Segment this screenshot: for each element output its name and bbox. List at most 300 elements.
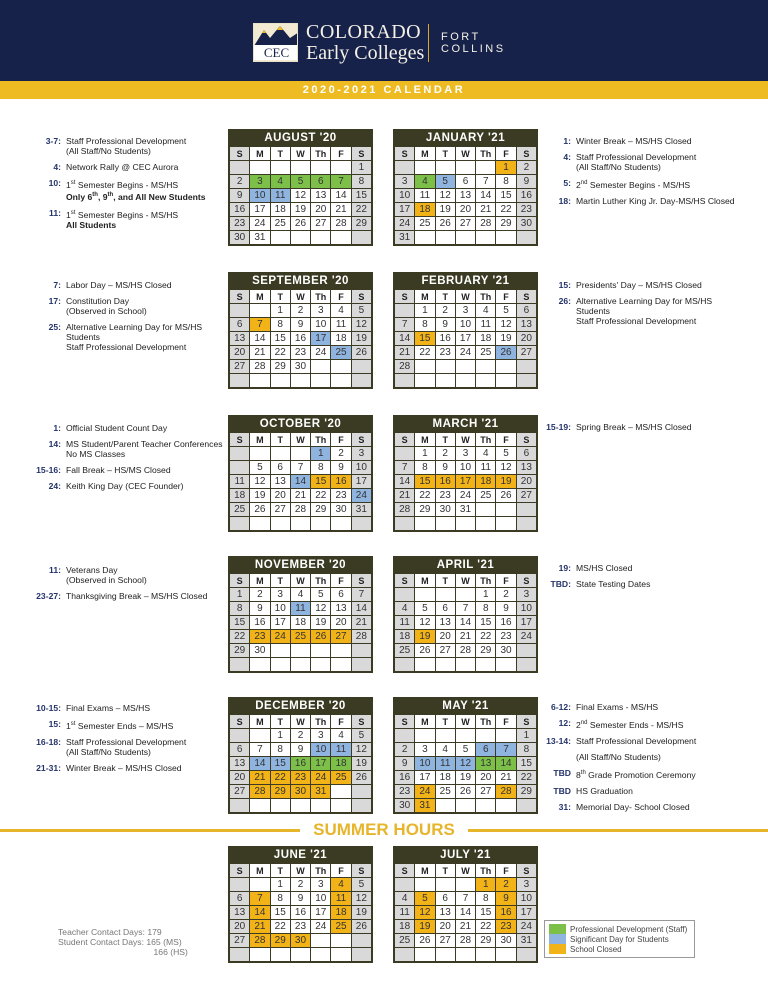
- day-cell: 24: [395, 217, 415, 231]
- day-cell: 13: [230, 906, 250, 920]
- empty-cell: [270, 231, 290, 245]
- day-cell: 30: [290, 934, 310, 948]
- day-cell: 16: [250, 616, 270, 630]
- day-cell: 27: [435, 644, 455, 658]
- note-date: 11:: [49, 207, 61, 218]
- weekday-header: T: [270, 864, 290, 878]
- day-cell: 18: [395, 630, 415, 644]
- day-cell: 9: [290, 318, 310, 332]
- day-cell: 2: [496, 588, 516, 602]
- empty-cell: [516, 948, 536, 962]
- empty-cell: [435, 374, 455, 388]
- teacher-contact-days: Teacher Contact Days: 179: [58, 927, 162, 937]
- weekday-header: S: [230, 864, 250, 878]
- day-cell: 15: [311, 475, 331, 489]
- day-cell: 30: [290, 785, 310, 799]
- weekday-header: F: [496, 864, 516, 878]
- summer-hours-divider: [0, 820, 768, 840]
- note-text: State Testing Dates: [576, 579, 651, 589]
- weekday-header: S: [230, 715, 250, 729]
- calendar-dec: [228, 697, 373, 814]
- weekday-header: F: [331, 147, 351, 161]
- weekday-header: W: [455, 147, 475, 161]
- day-cell: 8: [270, 892, 290, 906]
- weekday-header: S: [395, 433, 415, 447]
- empty-cell: [290, 799, 310, 813]
- day-cell: 14: [331, 189, 351, 203]
- day-cell: 18: [331, 906, 351, 920]
- mountain-icon: [254, 24, 298, 46]
- empty-cell: [311, 948, 331, 962]
- day-cell: 6: [516, 304, 536, 318]
- empty-cell: [395, 374, 415, 388]
- note-text: HS Graduation: [576, 785, 633, 796]
- empty-cell: [415, 374, 435, 388]
- weekday-header: S: [351, 715, 371, 729]
- weekday-header: T: [435, 147, 455, 161]
- day-cell: 27: [331, 630, 351, 644]
- weekday-header: T: [435, 433, 455, 447]
- day-cell: 26: [351, 346, 371, 360]
- day-cell: 23: [290, 346, 310, 360]
- day-cell: 16: [496, 616, 516, 630]
- day-cell: 23: [435, 489, 455, 503]
- day-cell: 20: [230, 771, 250, 785]
- note-item: [540, 152, 765, 172]
- empty-cell: [435, 878, 455, 892]
- empty-cell: [331, 644, 351, 658]
- day-cell: 31: [395, 231, 415, 245]
- day-cell: 24: [311, 920, 331, 934]
- weekday-header: Th: [476, 715, 496, 729]
- empty-cell: [331, 517, 351, 531]
- weekday-header: Th: [311, 574, 331, 588]
- note-date: 15-16:: [36, 465, 61, 475]
- weekday-header: M: [250, 715, 270, 729]
- note-date: TBD:: [550, 579, 571, 589]
- empty-cell: [415, 658, 435, 672]
- notes-oct: [18, 423, 223, 497]
- day-cell: 24: [516, 920, 536, 934]
- calendar-mar: [393, 415, 538, 532]
- day-cell: 15: [516, 757, 536, 771]
- day-cell: 25: [331, 346, 351, 360]
- day-cell: 1: [415, 304, 435, 318]
- day-cell: 25: [435, 785, 455, 799]
- day-cell: 24: [351, 489, 371, 503]
- day-cell: 31: [351, 503, 371, 517]
- day-cell: 14: [455, 616, 475, 630]
- weekday-header: T: [270, 433, 290, 447]
- empty-cell: [290, 231, 310, 245]
- day-cell: 18: [230, 489, 250, 503]
- empty-cell: [351, 658, 371, 672]
- note-text: Staff Professional Development (All Staff/No Students): [576, 152, 697, 172]
- note-date: TBD: [553, 785, 571, 796]
- day-cell: 7: [395, 461, 415, 475]
- day-cell: 31: [516, 934, 536, 948]
- note-text: 8th Grade Promotion Ceremony: [576, 769, 696, 780]
- day-cell: 19: [351, 906, 371, 920]
- day-cell: 14: [395, 475, 415, 489]
- notes-feb: [540, 280, 765, 332]
- day-cell: 2: [435, 304, 455, 318]
- empty-cell: [311, 658, 331, 672]
- empty-cell: [476, 503, 496, 517]
- day-cell: 20: [331, 616, 351, 630]
- empty-cell: [331, 934, 351, 948]
- brand-name: COLORADO Early Colleges: [306, 21, 425, 64]
- empty-cell: [351, 517, 371, 531]
- weekday-header: Th: [476, 433, 496, 447]
- empty-cell: [351, 644, 371, 658]
- day-cell: 28: [395, 360, 415, 374]
- day-cell: 27: [270, 503, 290, 517]
- day-cell: 9: [516, 175, 536, 189]
- weekday-header: Th: [476, 290, 496, 304]
- notes-nov: [18, 565, 223, 607]
- day-cell: 1: [270, 878, 290, 892]
- weekday-header: T: [435, 574, 455, 588]
- day-cell: 4: [476, 304, 496, 318]
- day-cell: 16: [435, 332, 455, 346]
- note-date: 14:: [48, 439, 61, 449]
- note-item: [18, 322, 223, 352]
- day-cell: 26: [250, 503, 270, 517]
- day-cell: 1: [476, 588, 496, 602]
- month-title: APRIL '21: [394, 557, 537, 573]
- empty-cell: [230, 304, 250, 318]
- day-cell: 30: [496, 934, 516, 948]
- day-cell: 5: [455, 743, 475, 757]
- notes-dec: [18, 703, 223, 779]
- note-text: 2nd Semester Begins - MS/HS: [576, 179, 691, 190]
- note-date: 21-31:: [36, 762, 61, 773]
- day-cell: 26: [455, 785, 475, 799]
- weekday-header: W: [290, 290, 310, 304]
- empty-cell: [516, 231, 536, 245]
- day-cell: 22: [476, 920, 496, 934]
- empty-cell: [311, 374, 331, 388]
- empty-cell: [351, 934, 371, 948]
- day-cell: 24: [311, 771, 331, 785]
- day-cell: 5: [415, 602, 435, 616]
- day-cell: 15: [476, 616, 496, 630]
- day-cell: 27: [230, 360, 250, 374]
- empty-cell: [476, 658, 496, 672]
- day-cell: 9: [496, 892, 516, 906]
- day-cell: 20: [311, 203, 331, 217]
- weekday-header: W: [290, 715, 310, 729]
- empty-cell: [250, 948, 270, 962]
- day-cell: 11: [415, 189, 435, 203]
- notes-jan: [540, 136, 765, 212]
- calendar-feb: [393, 272, 538, 389]
- calendar-aug: [228, 129, 373, 246]
- empty-cell: [415, 231, 435, 245]
- day-cell: 9: [290, 743, 310, 757]
- note-item: [18, 565, 223, 585]
- day-cell: 24: [455, 489, 475, 503]
- empty-cell: [476, 729, 496, 743]
- empty-cell: [435, 588, 455, 602]
- empty-cell: [290, 658, 310, 672]
- day-cell: 4: [290, 588, 310, 602]
- day-cell: 10: [270, 602, 290, 616]
- day-cell: 23: [331, 489, 351, 503]
- brand-divider: [428, 24, 429, 62]
- day-cell: 26: [496, 346, 516, 360]
- day-cell: 17: [395, 203, 415, 217]
- day-cell: 8: [270, 318, 290, 332]
- month-title: JANUARY '21: [394, 130, 537, 146]
- empty-cell: [455, 878, 475, 892]
- note-item: [540, 579, 765, 589]
- empty-cell: [435, 161, 455, 175]
- day-cell: 8: [476, 602, 496, 616]
- day-cell: 27: [230, 934, 250, 948]
- empty-cell: [476, 799, 496, 813]
- day-cell: 8: [230, 602, 250, 616]
- day-cell: 22: [496, 203, 516, 217]
- day-cell: 9: [331, 461, 351, 475]
- note-date: 18:: [558, 195, 571, 206]
- day-cell: 22: [270, 920, 290, 934]
- month-title: OCTOBER '20: [229, 416, 372, 432]
- note-date: 15:: [48, 719, 61, 729]
- weekday-header: F: [496, 290, 516, 304]
- day-cell: 3: [250, 175, 270, 189]
- day-cell: 2: [290, 304, 310, 318]
- empty-cell: [496, 360, 516, 374]
- day-cell: 1: [516, 729, 536, 743]
- empty-cell: [455, 948, 475, 962]
- empty-cell: [415, 729, 435, 743]
- note-date: 12:: [558, 718, 571, 728]
- empty-cell: [230, 374, 250, 388]
- weekday-header: Th: [311, 147, 331, 161]
- note-item: [540, 752, 765, 762]
- day-cell: 24: [415, 785, 435, 799]
- day-cell: 23: [395, 785, 415, 799]
- empty-cell: [435, 360, 455, 374]
- empty-cell: [415, 878, 435, 892]
- day-cell: 13: [455, 189, 475, 203]
- day-cell: 22: [270, 771, 290, 785]
- note-item: [18, 208, 223, 230]
- day-cell: 14: [250, 757, 270, 771]
- empty-cell: [516, 374, 536, 388]
- note-text: Alternative Learning Day for MS/HS Students Staff Professional Development: [576, 296, 713, 326]
- day-cell: 25: [415, 217, 435, 231]
- day-cell: 23: [496, 920, 516, 934]
- day-cell: 7: [250, 318, 270, 332]
- empty-cell: [351, 374, 371, 388]
- day-cell: 15: [270, 332, 290, 346]
- calendar-sep: [228, 272, 373, 389]
- empty-cell: [230, 161, 250, 175]
- note-date: 10-15:: [36, 703, 61, 713]
- day-cell: 6: [476, 743, 496, 757]
- weekday-header: W: [290, 433, 310, 447]
- empty-cell: [270, 658, 290, 672]
- day-cell: 23: [496, 630, 516, 644]
- note-date: 15-19:: [546, 422, 571, 432]
- day-cell: 9: [290, 892, 310, 906]
- day-cell: 5: [290, 175, 310, 189]
- day-cell: 5: [351, 878, 371, 892]
- day-cell: 6: [230, 892, 250, 906]
- note-date: [540, 752, 576, 762]
- day-cell: 7: [250, 743, 270, 757]
- note-text: Martin Luther King Jr. Day-MS/HS Closed: [576, 195, 735, 206]
- note-item: [18, 719, 223, 731]
- day-cell: 10: [415, 757, 435, 771]
- calendar-jun: [228, 846, 373, 963]
- day-cell: 10: [516, 892, 536, 906]
- day-cell: 26: [311, 630, 331, 644]
- weekday-header: S: [230, 147, 250, 161]
- empty-cell: [395, 878, 415, 892]
- empty-cell: [455, 517, 475, 531]
- day-cell: 20: [435, 920, 455, 934]
- empty-cell: [395, 729, 415, 743]
- day-cell: 21: [250, 346, 270, 360]
- day-cell: 16: [290, 757, 310, 771]
- empty-cell: [270, 799, 290, 813]
- notes-mar: [540, 422, 765, 438]
- day-cell: 4: [331, 304, 351, 318]
- day-cell: 2: [290, 729, 310, 743]
- empty-cell: [415, 588, 435, 602]
- day-cell: 29: [476, 934, 496, 948]
- day-cell: 22: [516, 771, 536, 785]
- note-item: [18, 423, 223, 433]
- calendar-nov: [228, 556, 373, 673]
- day-cell: 22: [351, 203, 371, 217]
- day-cell: 25: [331, 771, 351, 785]
- day-cell: 6: [435, 602, 455, 616]
- day-cell: 27: [311, 217, 331, 231]
- day-cell: 28: [455, 934, 475, 948]
- day-cell: 2: [435, 447, 455, 461]
- day-cell: 11: [476, 461, 496, 475]
- day-cell: 1: [270, 304, 290, 318]
- empty-cell: [290, 447, 310, 461]
- note-date: 23-27:: [36, 591, 61, 601]
- empty-cell: [516, 799, 536, 813]
- day-cell: 10: [311, 743, 331, 757]
- note-text: Winter Break – MS/HS Closed: [576, 136, 692, 146]
- day-cell: 6: [270, 461, 290, 475]
- day-cell: 30: [395, 799, 415, 813]
- student-contact-days-ms: Student Contact Days: 165 (MS): [58, 937, 182, 947]
- empty-cell: [496, 948, 516, 962]
- weekday-header: W: [455, 574, 475, 588]
- day-cell: 23: [250, 630, 270, 644]
- day-cell: 6: [311, 175, 331, 189]
- legend-item-pd: Professional Development (Staff): [549, 924, 690, 934]
- day-cell: 25: [230, 503, 250, 517]
- day-cell: 18: [331, 757, 351, 771]
- day-cell: 29: [496, 217, 516, 231]
- day-cell: 11: [395, 906, 415, 920]
- weekday-header: S: [395, 574, 415, 588]
- day-cell: 21: [351, 616, 371, 630]
- day-cell: 8: [496, 175, 516, 189]
- empty-cell: [250, 799, 270, 813]
- day-cell: [230, 461, 250, 475]
- day-cell: 16: [331, 475, 351, 489]
- note-item: [18, 136, 223, 156]
- weekday-header: Th: [311, 433, 331, 447]
- day-cell: 29: [270, 934, 290, 948]
- note-text: Final Exams - MS/HS: [576, 702, 659, 712]
- empty-cell: [270, 948, 290, 962]
- month-title: FEBRUARY '21: [394, 273, 537, 289]
- day-cell: 5: [250, 461, 270, 475]
- day-cell: 1: [415, 447, 435, 461]
- day-cell: 15: [351, 189, 371, 203]
- day-cell: 14: [351, 602, 371, 616]
- empty-cell: [311, 161, 331, 175]
- day-cell: 21: [476, 203, 496, 217]
- day-cell: 5: [435, 175, 455, 189]
- day-cell: 17: [516, 906, 536, 920]
- day-cell: 12: [496, 461, 516, 475]
- weekday-header: T: [270, 574, 290, 588]
- weekday-header: S: [516, 147, 536, 161]
- empty-cell: [351, 799, 371, 813]
- day-cell: 18: [476, 332, 496, 346]
- weekday-header: S: [351, 864, 371, 878]
- weekday-header: M: [415, 147, 435, 161]
- empty-cell: [435, 658, 455, 672]
- day-cell: 11: [331, 743, 351, 757]
- day-cell: 10: [516, 602, 536, 616]
- day-cell: 21: [395, 346, 415, 360]
- weekday-header: W: [290, 574, 310, 588]
- legend-item-significant: Significant Day for Students: [549, 934, 690, 944]
- empty-cell: [270, 447, 290, 461]
- note-date: 6-12:: [550, 702, 571, 712]
- day-cell: 30: [250, 644, 270, 658]
- empty-cell: [395, 948, 415, 962]
- month-title: NOVEMBER '20: [229, 557, 372, 573]
- empty-cell: [496, 799, 516, 813]
- weekday-header: T: [435, 290, 455, 304]
- weekday-header: F: [331, 864, 351, 878]
- calendar-may: [393, 697, 538, 814]
- note-text: Keith King Day (CEC Founder): [66, 481, 184, 491]
- day-cell: 26: [290, 217, 310, 231]
- empty-cell: [496, 503, 516, 517]
- empty-cell: [311, 231, 331, 245]
- day-cell: 21: [395, 489, 415, 503]
- day-cell: 25: [290, 630, 310, 644]
- day-cell: 8: [311, 461, 331, 475]
- note-item: [540, 718, 765, 730]
- note-date: 26:: [558, 296, 571, 306]
- day-cell: 9: [435, 461, 455, 475]
- empty-cell: [230, 799, 250, 813]
- day-cell: 12: [250, 475, 270, 489]
- day-cell: 18: [395, 920, 415, 934]
- day-cell: 3: [311, 729, 331, 743]
- empty-cell: [455, 161, 475, 175]
- note-text: Network Rally @ CEC Aurora: [66, 162, 179, 172]
- empty-cell: [476, 161, 496, 175]
